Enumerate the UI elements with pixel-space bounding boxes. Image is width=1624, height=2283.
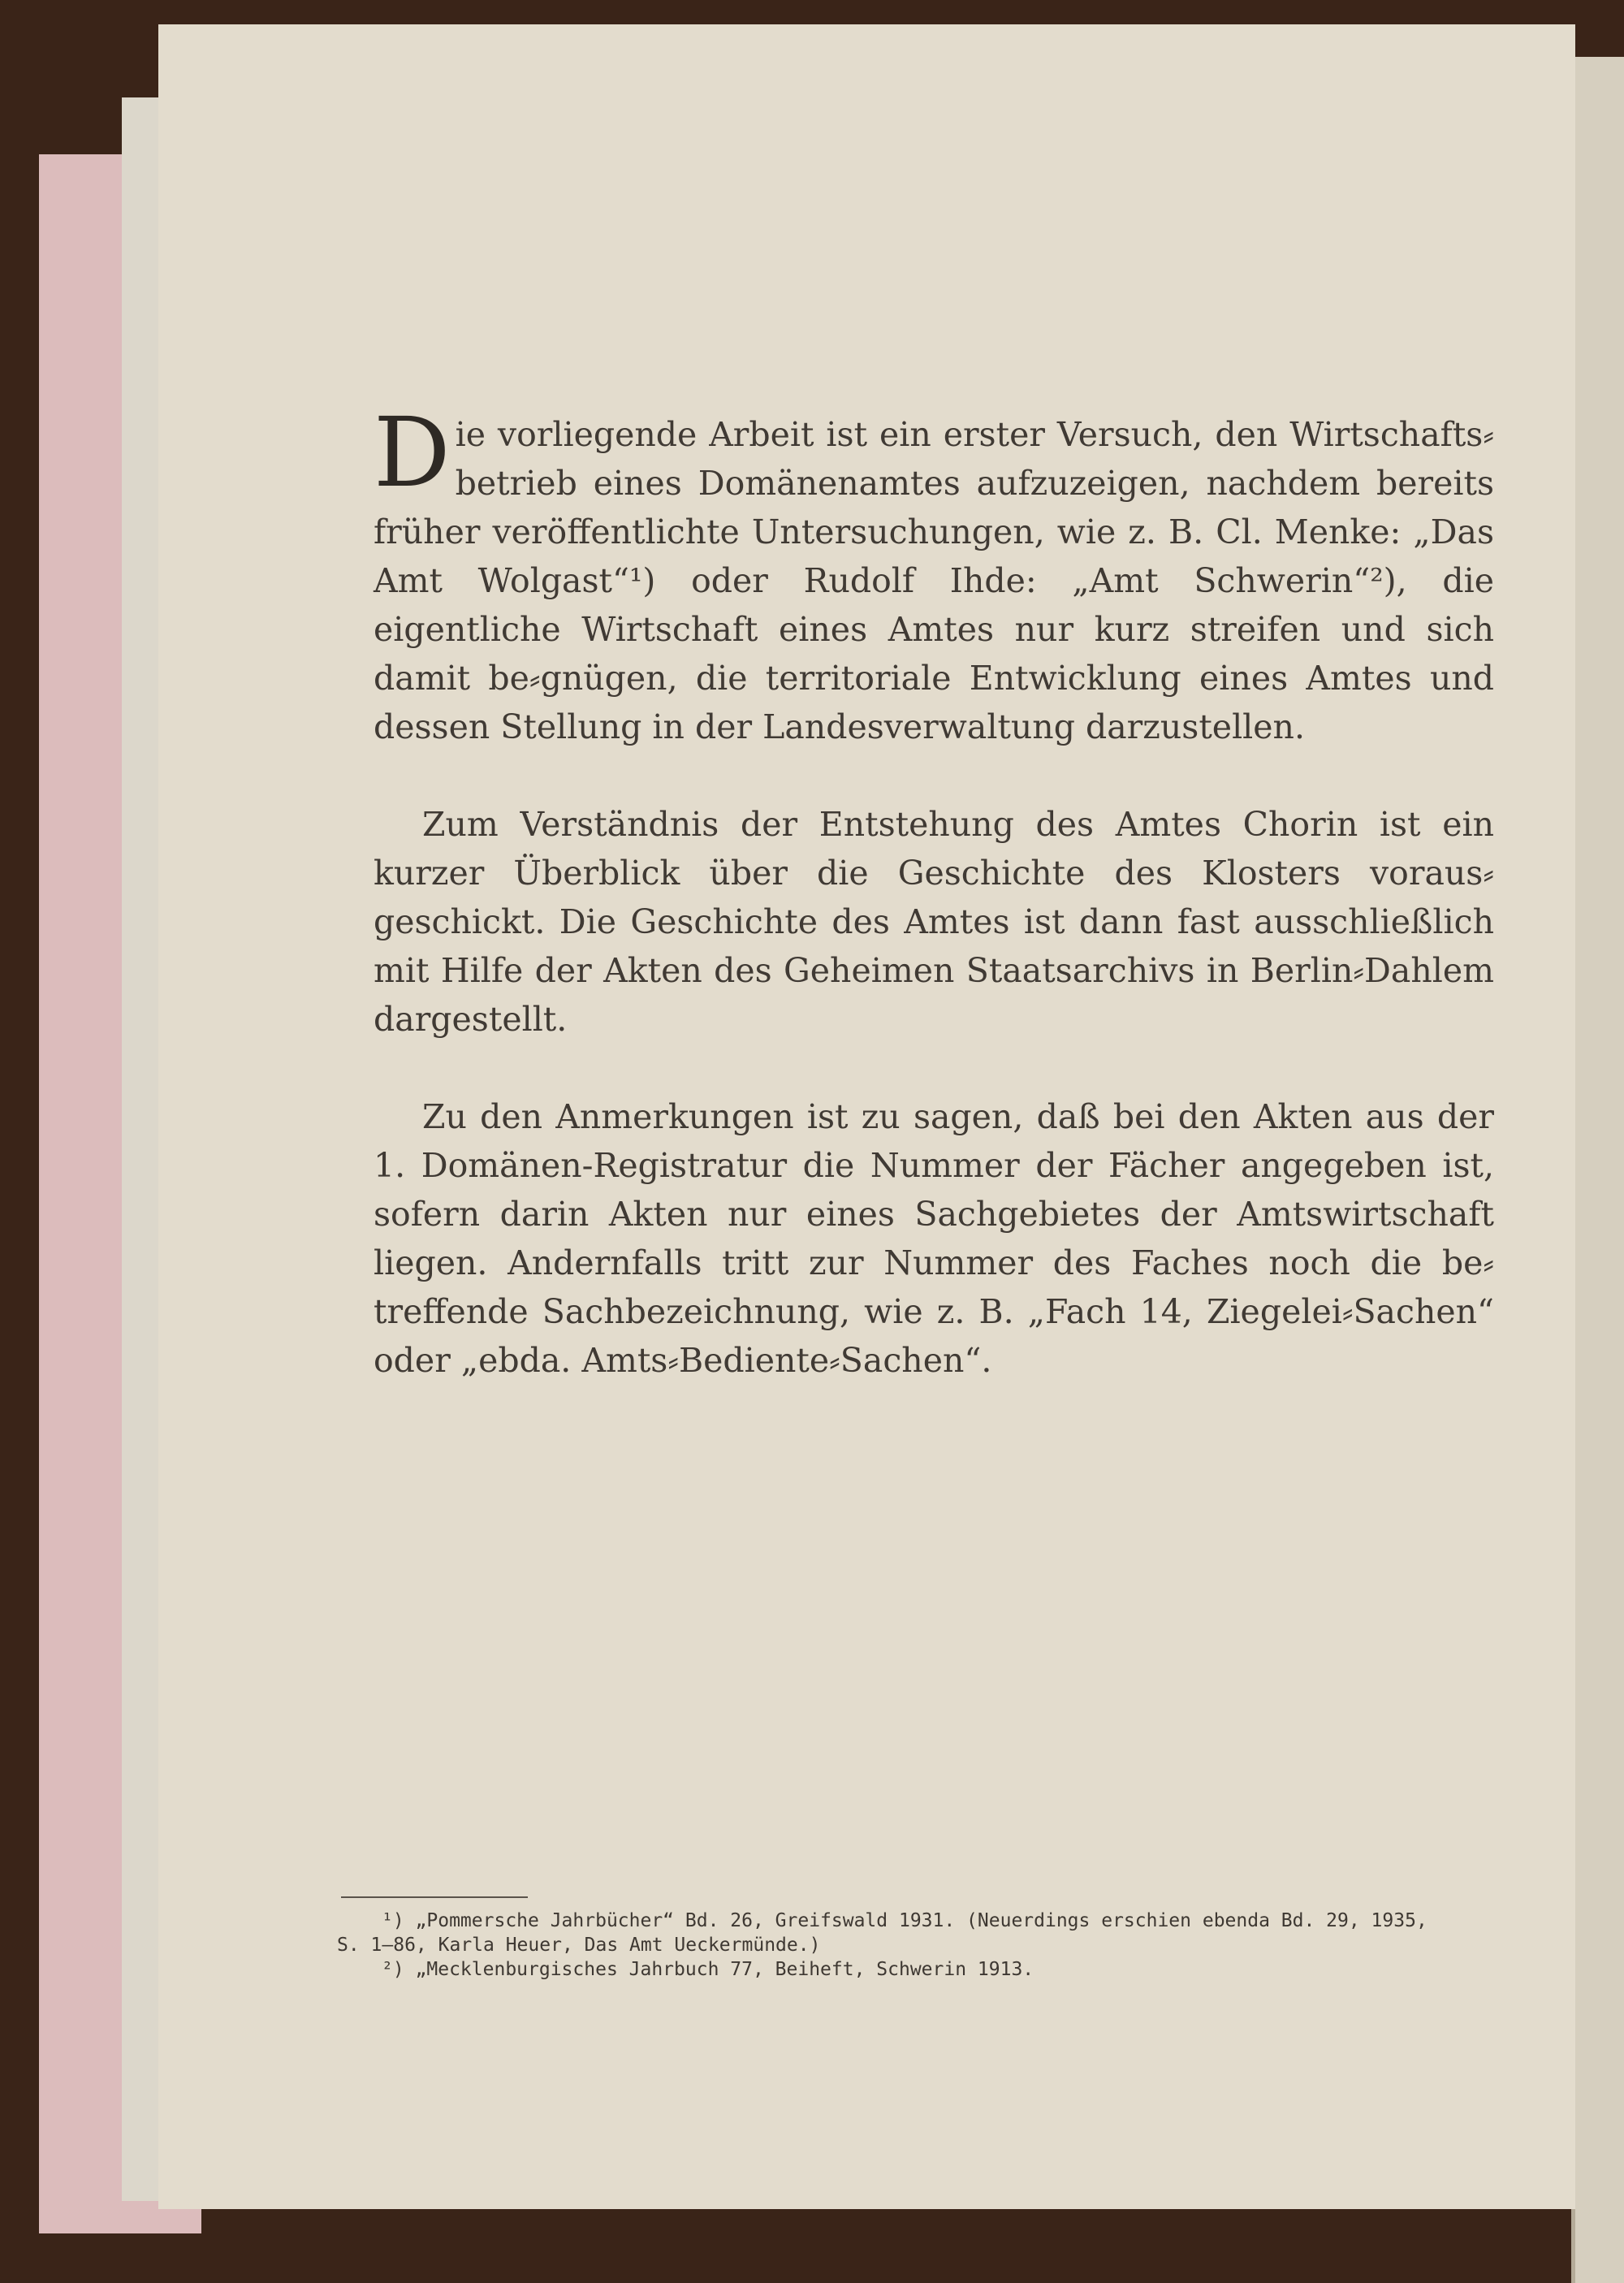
footnote-separator <box>341 1896 528 1898</box>
footnote-1: ¹) „Pommersche Jahrbücher“ Bd. 26, Greifswald 1931. (Neuerdings erschien ebenda Bd. 29, 1935, S. 1—86, Karla Heuer, Das Amt Ueckermünde.) <box>337 1910 1427 1956</box>
paragraph-2: Zum Verständnis der Entstehung des Amtes Chorin ist ein kurzer Überblick über die Geschichte des Klosters voraus⸗geschickt. Die Geschichte des Amtes ist dann fast ausschließlich mit Hilfe der Akten des Geheimen Staatsarchivs in Berlin⸗Dahlem dargestellt. <box>374 805 1494 1039</box>
facing-page-edge <box>1571 57 1624 2283</box>
paragraph-3: Zu den Anmerkungen ist zu sagen, daß bei den Akten aus der 1. Domänen-Registratur die Nummer der Fächer angegeben ist, sofern darin Akten nur eines Sachgebietes der Amtswirtschaft liegen. Andernfalls tritt zur Nummer des Faches noch die be⸗treffende Sachbezeichnung, wie z. B. „Fach 14, Ziegelei⸗Sachen“ oder „ebda. Amts⸗Bediente⸗Sachen“. <box>374 1097 1494 1380</box>
paragraph-1 <box>374 396 1494 751</box>
drop-cap-initial: D <box>374 396 451 508</box>
footnotes <box>337 1909 1458 1982</box>
paragraph-1-text: ie vorliegende Arbeit ist ein erster Versuch, den Wirtschafts⸗betrieb eines Domänenamtes aufzuzeigen, nachdem bereits früher veröffentlichte Untersuchungen, wie z. B. Cl. Menke: „Das Amt Wolgast“¹) oder Rudolf Ihde: „Amt Schwerin“²), die eigentliche Wirtschaft eines Amtes nur kurz streifen und sich damit be⸗gnügen, die territoriale Entwicklung eines Amtes und dessen Stellung in der Landesverwaltung darzustellen. <box>374 415 1494 746</box>
preface-text <box>374 396 1494 1433</box>
footnote-2: ²) „Mecklenburgisches Jahrbuch 77, Beiheft, Schwerin 1913. <box>382 1959 1034 1980</box>
